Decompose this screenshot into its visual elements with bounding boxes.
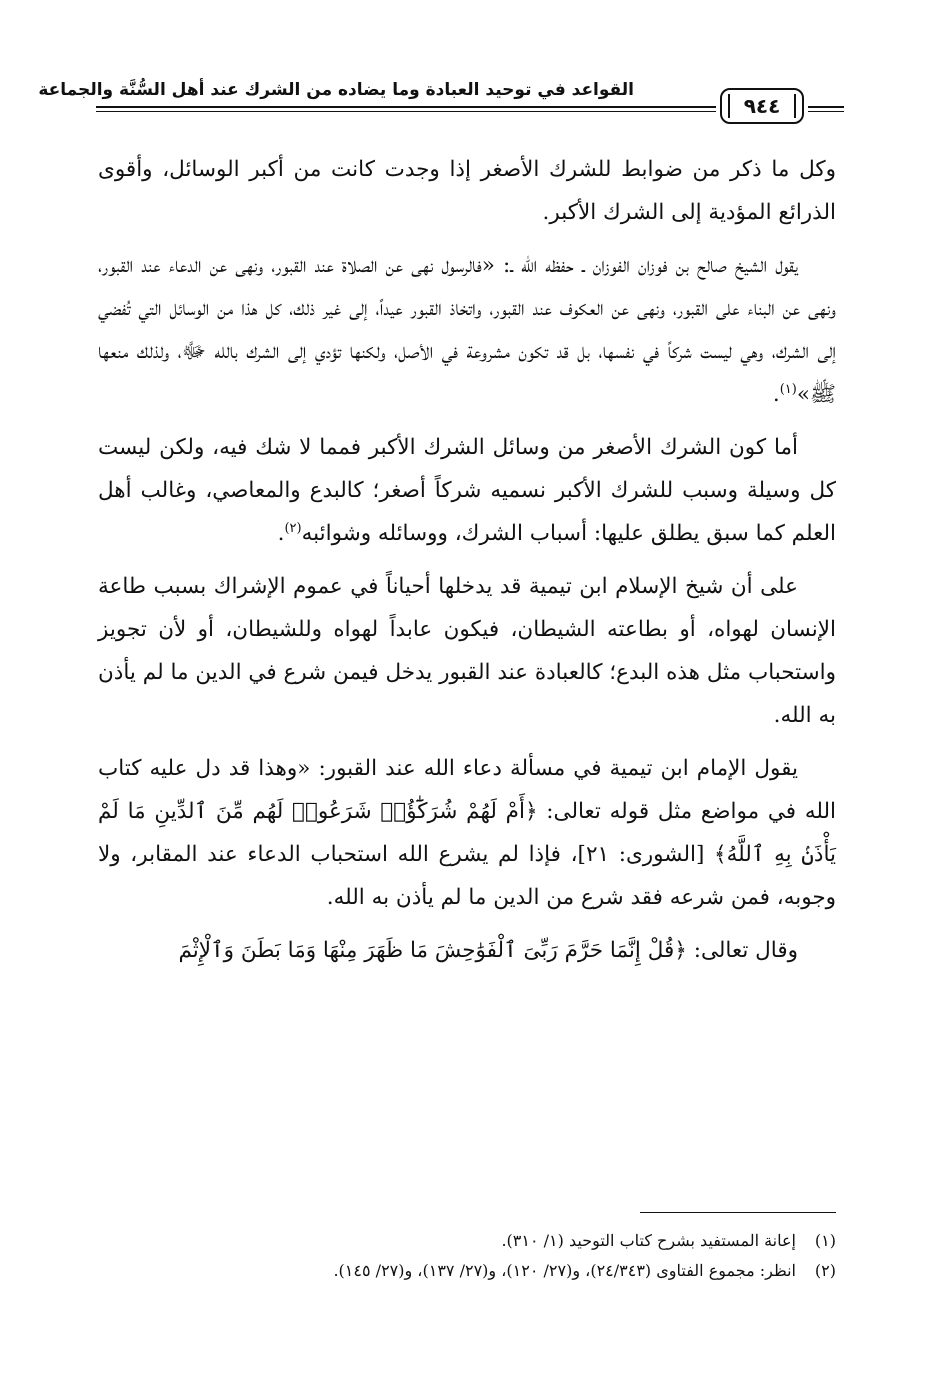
paragraph-text: وكل ما ذكر من ضوابط للشرك الأصغر إذا وجدت كانت من أكبر الوسائل، وأقوى الذرائع المؤدية إلى الشرك الأكبر. bbox=[98, 157, 836, 225]
paragraph bbox=[98, 747, 836, 919]
footnote-number: (٢) bbox=[814, 1261, 836, 1280]
paragraph bbox=[98, 565, 836, 737]
header-rule bbox=[96, 106, 716, 108]
header-rule bbox=[96, 111, 716, 112]
footnotes bbox=[98, 1226, 836, 1286]
page-number: ٩٤٤ bbox=[743, 94, 781, 118]
page-number-frame bbox=[720, 88, 804, 124]
paragraph bbox=[98, 929, 836, 972]
paragraph-tail: . bbox=[772, 382, 780, 407]
footnote-text: إعانة المستفيد بشرح كتاب التوحيد (١/ ٣١٠). bbox=[501, 1231, 796, 1250]
running-title: القواعد في توحيد العبادة وما يضاده من الشرك عند أهل السُّنَّة والجماعة bbox=[38, 80, 634, 100]
paragraph-text: يقول الشيخ صالح بن فوزان الفوزان ـ حفظه الله ـ: «فالرسول نهى عن الصلاة عند القبور، ونهى عن الدعاء عند القبور، ونهى عن البناء على القبور، ونهى عن العكوف عند القبور، واتخاذ القبور عيداً، إلى غير ذلك، كل هذا من الوسائل التي تُفضي إلى الشرك، وهي ليست شركاً في نفسها، بل قد تكون مشروعة في الأصل، ولكنها تؤدي إلى الشرك بالله ﷻ، ولذلك منعها ﷺ» bbox=[98, 253, 836, 407]
header-rule bbox=[808, 111, 844, 112]
footnote bbox=[98, 1226, 836, 1256]
footnote-separator bbox=[640, 1212, 836, 1213]
footnote-ref: (١) bbox=[779, 381, 797, 397]
paragraph bbox=[98, 426, 836, 555]
footnote-number: (١) bbox=[814, 1231, 836, 1250]
footnote-ref: (٢) bbox=[284, 520, 302, 536]
footnote bbox=[98, 1256, 836, 1286]
paragraph bbox=[98, 244, 836, 416]
paragraph-text: على أن شيخ الإسلام ابن تيمية قد يدخلها أحياناً في عموم الإشراك بسبب طاعة الإنسان لهواه، أو بطاعته الشيطان، فيكون عابداً لهواه وللشيطان، أو لأن تجويز واستحباب مثل هذه البدع؛ كالعبادة عند القبور يدخل فيمن شرع في الدين ما لم يأذن به الله. bbox=[98, 574, 836, 728]
paragraph-tail: . bbox=[277, 521, 285, 546]
header-rule bbox=[808, 106, 844, 108]
paragraph-text: يقول الإمام ابن تيمية في مسألة دعاء الله عند القبور: «وهذا قد دل عليه كتاب الله في مواضع مثل قوله تعالى: ﴿أَمْ لَهُمْ شُرَكَٰٓؤُا۟ شَرَعُوا۟ لَهُم مِّنَ ٱلدِّينِ مَا لَمْ يَأْذَنۢ بِهِ ٱللَّهُ﴾ [الشورى: ٢١]، فإذا لم يشرع الله استحباب الدعاء عند المقابر، ولا وجوبه، فمن شرعه فقد شرع من الدين ما لم يأذن به الله. bbox=[98, 756, 836, 910]
paragraph-text: أما كون الشرك الأصغر من وسائل الشرك الأكبر فمما لا شك فيه، ولكن ليست كل وسيلة وسبب للشرك الأكبر نسميه شركاً أصغر؛ كالبدع والمعاصي، وغالب أهل العلم كما سبق يطلق عليها: أسباب الشرك، ووسائله وشوائبه bbox=[98, 435, 836, 546]
body-text bbox=[98, 148, 836, 982]
paragraph bbox=[98, 148, 836, 234]
footnote-text: انظر: مجموع الفتاوى (٢٤/٣٤٣)، و(٢٧/ ١٢٠)، و(٢٧/ ١٣٧)، و(٢٧/ ١٤٥). bbox=[333, 1261, 796, 1280]
page-header bbox=[38, 78, 844, 128]
paragraph-text: وقال تعالى: ﴿قُلْ إِنَّمَا حَرَّمَ رَبِّىَ ٱلْفَوَٰحِشَ مَا ظَهَرَ مِنْهَا وَمَا بَطَنَ وَٱلْإِثْمَ bbox=[178, 938, 798, 963]
